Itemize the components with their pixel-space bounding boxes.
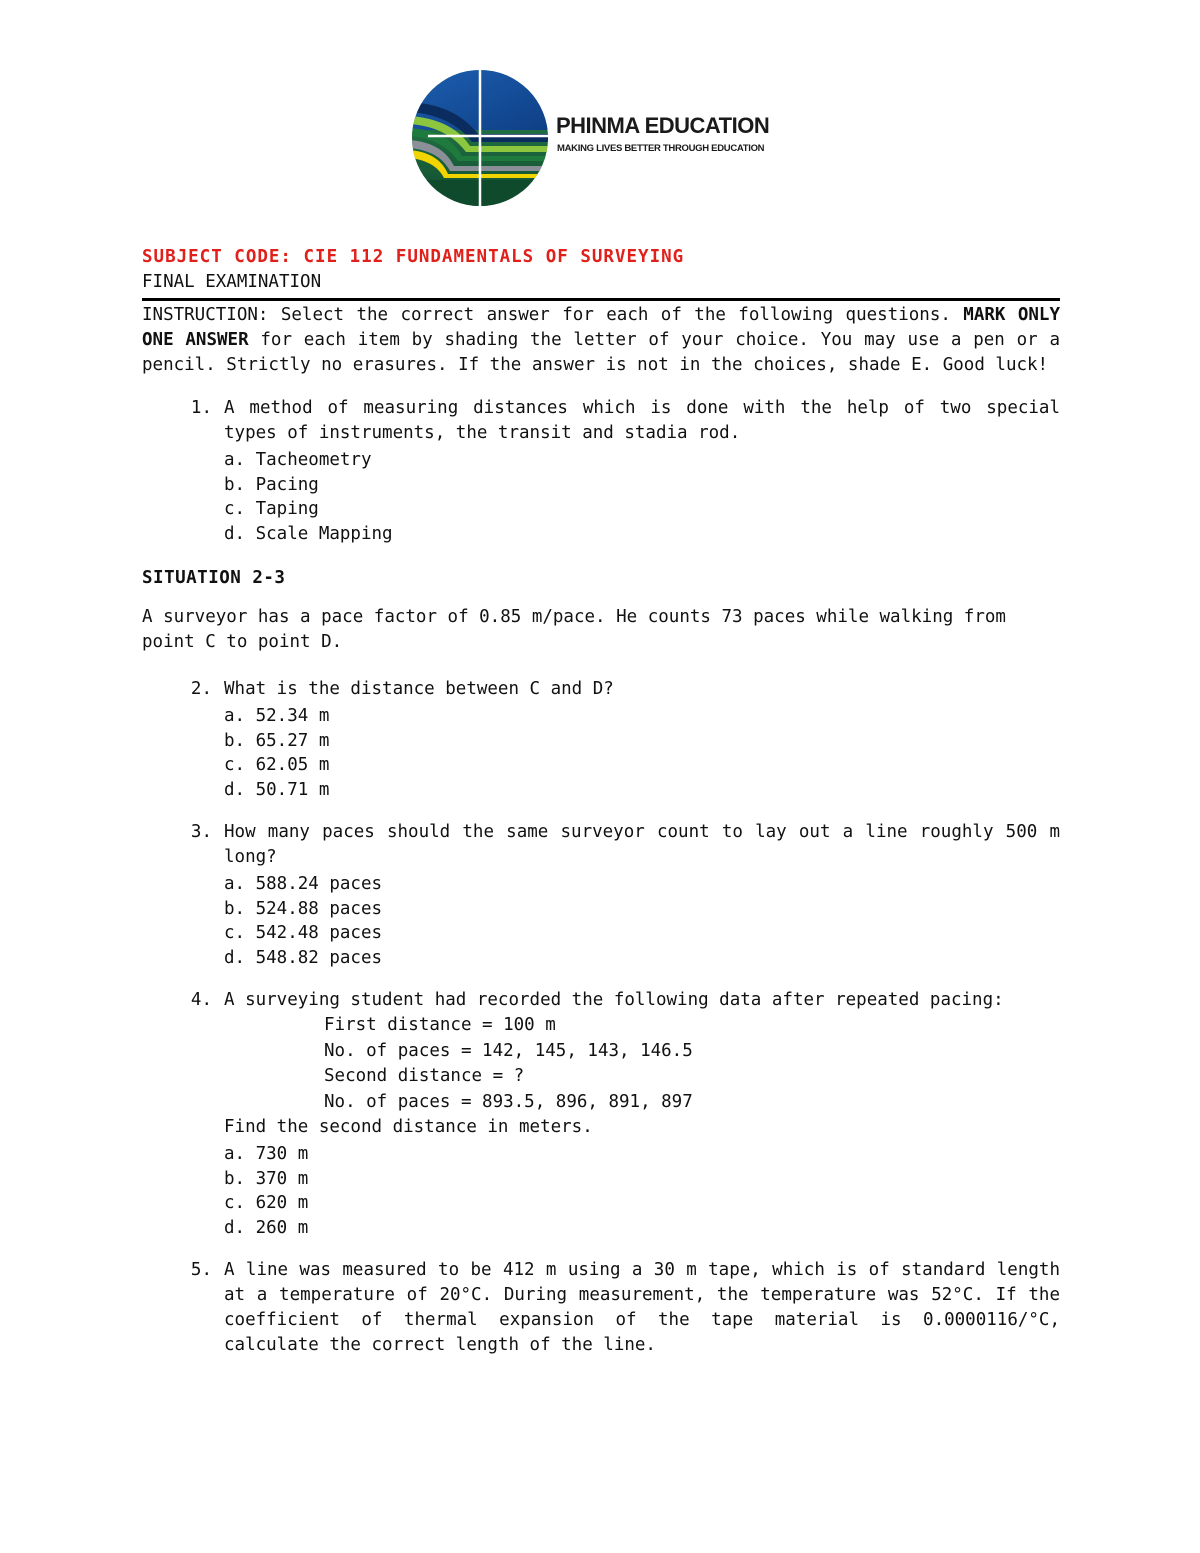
instructions [142,303,1060,378]
question-4 [142,988,1060,1240]
question-5 [142,1258,1060,1358]
instruction-text: INSTRUCTION: Select the correct answer for each of the following questions. [142,305,964,325]
question-text: A surveying student had recorded the following data after repeated pacing: [224,990,1004,1010]
data-line: First distance = 100 m [324,1015,556,1035]
data-line: No. of paces = 893.5, 896, 891, 897 [324,1091,693,1112]
data-line: Second distance = ? [324,1066,525,1086]
situation-title: SITUATION 2-3 [142,568,286,588]
option-a[interactable]: a. 730 m [224,1144,309,1164]
question-text: A line was measured to be 412 m using a 30 m tape, which is of standard length at a temperature of 20°C. During measurement, the temperature was 52°C. If the coefficient of thermal expansion of the tape material is 0.0000116/°C, calculate the correct length of the line. [224,1260,1060,1355]
option-c[interactable]: c. 620 m [224,1193,309,1213]
option-d[interactable]: d. 260 m [224,1217,309,1238]
exam-title: FINAL EXAMINATION [142,272,322,292]
question-1 [142,396,1060,546]
option-c[interactable]: c. Taping [224,499,319,519]
header-divider [142,298,1060,301]
question-number: 5. [190,1260,212,1280]
question-number: 3. [190,822,212,842]
subject-code: SUBJECT CODE: CIE 112 FUNDAMENTALS OF SURVEYING [142,247,685,267]
option-a[interactable]: a. 588.24 paces [224,874,383,894]
question-number: 1. [190,398,212,418]
question-number: 2. [190,679,212,699]
instruction-emphasis: MARK ONLY ONE ANSWER [142,305,1060,350]
brand-name: PHINMA EDUCATION [556,113,770,138]
option-b[interactable]: b. 65.27 m [224,730,330,751]
question-2 [142,677,1060,802]
option-a[interactable]: a. Tacheometry [224,450,372,470]
option-c[interactable]: c. 542.48 paces [224,923,383,943]
option-d[interactable]: d. Scale Mapping [224,523,393,544]
question-text: How many paces should the same surveyor count to lay out a line roughly 500 m long? [224,822,1060,867]
question-text: A method of measuring distances which is done with the help of two special types of instruments, the transit and stadia rod. [224,398,1060,443]
data-line: No. of paces = 142, 145, 143, 146.5 [324,1040,693,1061]
question-prompt: Find the second distance in meters. [224,1117,593,1137]
situation-text: A surveyor has a pace factor of 0.85 m/pace. He counts 73 paces while walking from point C to point D. [142,607,1006,652]
option-b[interactable]: b. Pacing [224,474,319,495]
question-3 [142,820,1060,970]
question-text: What is the distance between C and D? [224,679,614,699]
option-d[interactable]: d. 50.71 m [224,779,330,800]
option-c[interactable]: c. 62.05 m [224,755,330,775]
instruction-text-2: for each item by shading the letter of your choice. You may use a pen or a pencil. Strictly no erasures. If the answer is not in the choices, shade E. Good luck! [142,330,1060,375]
option-d[interactable]: d. 548.82 paces [224,947,383,968]
question-number: 4. [190,990,212,1010]
option-b[interactable]: b. 370 m [224,1168,309,1189]
option-b[interactable]: b. 524.88 paces [224,898,383,919]
option-a[interactable]: a. 52.34 m [224,706,330,726]
phinma-logo [410,68,550,208]
exam-content [142,245,1060,1358]
brand-tagline: MAKING LIVES BETTER THROUGH EDUCATION [557,143,765,154]
